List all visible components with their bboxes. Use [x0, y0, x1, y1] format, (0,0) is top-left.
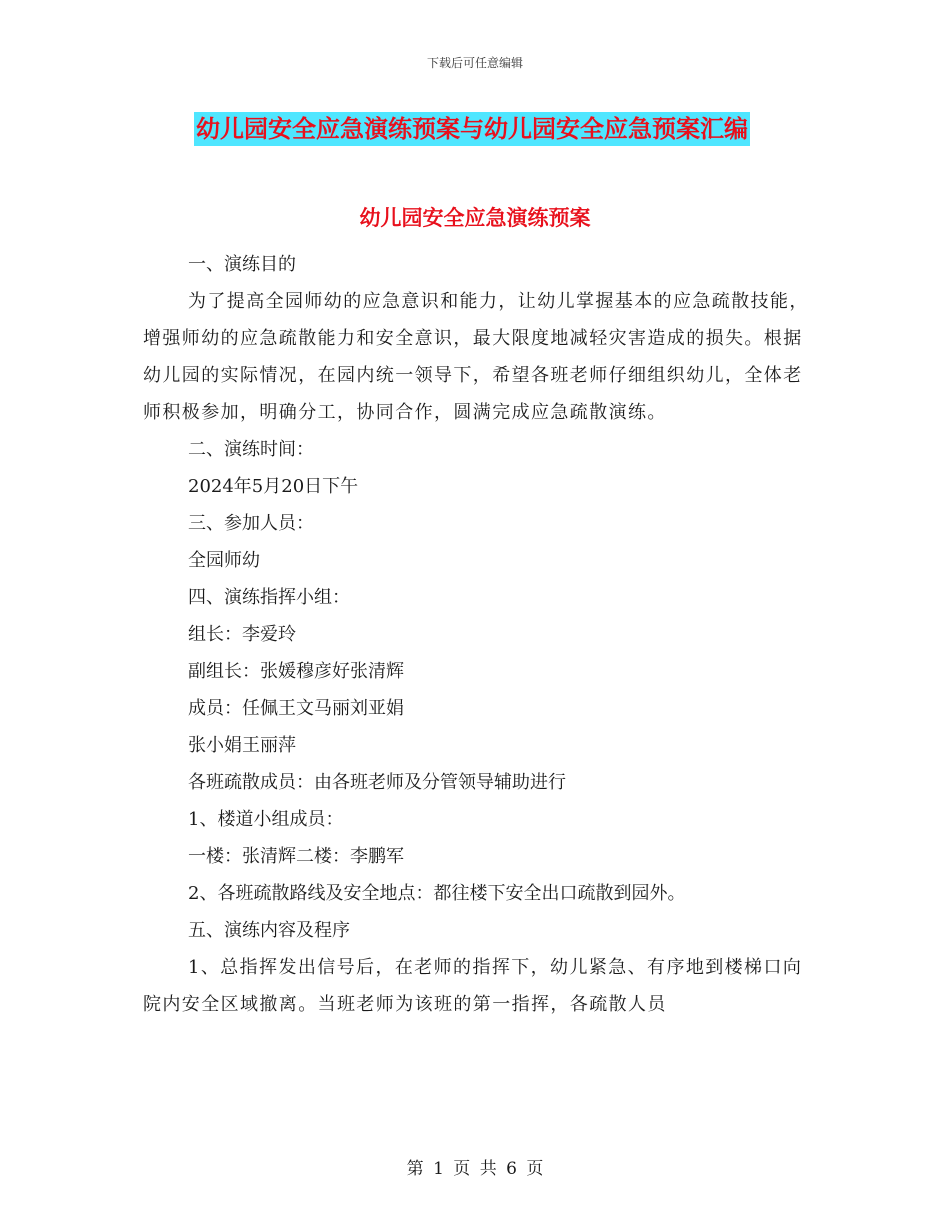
heading-purpose: 一、演练目的 — [188, 254, 296, 275]
floor-assignments: 一楼：张清辉二楼：李鹏军 — [188, 846, 404, 867]
stair-group: 1、楼道小组成员： — [188, 809, 344, 830]
group-leader: 组长：李爱玲 — [188, 624, 296, 645]
group-members: 成员：任佩王文马丽刘亚娟 — [188, 698, 404, 719]
heading-command-group: 四、演练指挥小组： — [188, 587, 350, 608]
main-title: 幼儿园安全应急演练预案与幼儿园安全应急预案汇编 — [194, 112, 750, 146]
participants: 全园师幼 — [188, 550, 260, 571]
header-note: 下载后可任意编辑 — [426, 56, 523, 70]
evacuation-routes: 2、各班疏散路线及安全地点：都往楼下安全出口疏散到园外。 — [188, 883, 686, 904]
drill-time: 2024年5月20日下午 — [188, 476, 359, 497]
paragraph-purpose: 为了提高全园师幼的应急意识和能力，让幼儿掌握基本的应急疏散技能，增强师幼的应急疏散能力和安全意识，最大限度地减轻灾害造成的损失。根据幼儿园的实际情况，在园内统一领导下，希望各班老师仔细组织幼儿，全体老师积极参加，明确分工，协同合作，圆满完成应急疏散演练。 — [143, 291, 809, 423]
evacuation-members: 各班疏散成员：由各班老师及分管领导辅助进行 — [188, 772, 566, 793]
document-body — [143, 246, 813, 1023]
section-title: 幼儿园安全应急演练预案 — [359, 206, 591, 230]
heading-time: 二、演练时间： — [188, 439, 314, 460]
paragraph-procedure: 1、总指挥发出信号后，在老师的指挥下，幼儿紧急、有序地到楼梯口向院内安全区域撤离。当班老师为该班的第一指挥，各疏散人员 — [143, 957, 803, 1015]
heading-procedure: 五、演练内容及程序 — [188, 920, 350, 941]
page-footer: 第 1 页 共 6 页 — [406, 1159, 544, 1179]
heading-participants: 三、参加人员： — [188, 513, 314, 534]
vice-leader: 副组长：张媛穆彦好张清辉 — [188, 661, 404, 682]
group-members-continued: 张小娟王丽萍 — [188, 735, 296, 756]
